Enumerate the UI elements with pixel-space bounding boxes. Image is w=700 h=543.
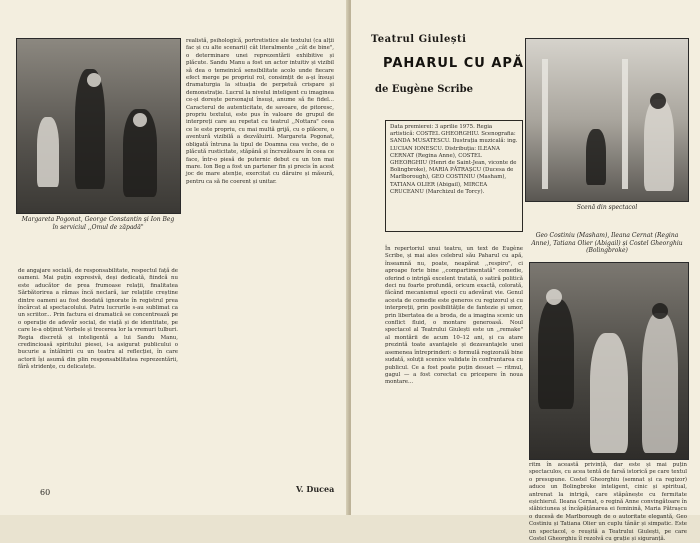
photo-figure — [644, 99, 674, 191]
bottom-photo-caption: Geo Costiniu (Masham), Ileana Cernat (Regina Anne), Tatiana Olier (Abigail) și Costel Gheorghiu (Bolingbroke) — [531, 232, 683, 255]
left-stage-photo — [16, 38, 181, 214]
photo-figure — [75, 69, 105, 189]
left-column-left: de angajare socială, de responsabilitate, respectul față de oameni. Mai puțin expresivă, deși dedicată, fiindcă nu este aducător de prea frumoase relații, finalitatea Sărbătorirea a rămas încă neclară, iar relațiile creștine dintre oameni au fost deodată ignorate în registrul prea încărcat al spectacolului. Patru lucrurile s-au sublimat ca un scriitor... Prin factura ei dramatică se concentrează pe o operație de adevăr social, de viață și de identitate, pe care le-a obținut Vorbele și trecerea lor la vremuri tulburi. Regia discretă și inteligentă a lui Sandu Manu, credincioasă spiritului piesei, i-a asigurat publicului o bucurie a întâlnirii cu un teatru al reflecției, în care actorii își asumă din plin responsabilitatea reprezentării, fără stridențe, cu delicatețe. — [18, 268, 178, 371]
play-author: de Eugène Scribe — [375, 84, 473, 95]
credits-box: Data premierei: 3 aprilie 1975. Regia artistică: COSTEL GHEORGHIU. Scenografia: SANDA MUSATESCU. Ilustrația muzicală: ing. LUCIAN IONESCU. Distribuția: ILEANA CERNAT (Regina Anne), COSTEL GHEORGHIU (Henri de Saint-Jean, viconte de Bolingbroke), MARIA PĂTRAȘCU (Ducesa de Marlborough), GEO COSTINIU (Masham), TATIANA OLIER (Abigail), MIRCEA CRUCEANU (Marchizul de Torcy). — [385, 120, 523, 232]
left-column-right: realistă, psihologică, portretistice ale textului (ca alții fac și cu alte scenarii) cât literalmente ,,cât de bine", o determinare unei reprezentării exhibitive și plăcute. Sandu Manu a fost un actor intuitiv și vizibil să dea o temeinică sensibilitate acolo unde fiecare efect merge pe propriul rol, consimțit de a-și însuși dramaturgia la situația de perpetuă crispare și demonstrație. Lucrul la nivelul inteligent cu imaginea ce-și dorește personajul însuși, anume să fie fidel... Caracterul de autenticitate, de savoare, de pitoresc, propriu textului, este pus în valoare de grupul de interpreți care au repetat cu teatrul ,,Nottara" ceea ce le este propriu, cu mai multă grijă, cu o plăcere, o aventură vizibilă a dezvăluirii. Margareta Pogonat, obligată întruna la tipul de Doamna cea veche, de o plăcută rusticitate, stăpână și încrezătoare în ceea ce face, într-o piesă de puternic debut cu un ton mai mare. Ion Beg a fost un partener fin și precis în acest joc de mare atenție, exercitat cu dăruire și măsură, pentru ca să fie coerent și unitar. — [186, 38, 334, 185]
right-page — [351, 0, 700, 543]
left-page — [0, 0, 349, 515]
theatre-name: Teatrul Giulești — [371, 34, 467, 45]
photo-figure — [586, 129, 606, 185]
photo-figure — [590, 333, 628, 453]
top-photo-caption: Scenă din spectacol — [576, 204, 638, 211]
photo-figure — [546, 289, 562, 305]
photo-figure — [650, 93, 666, 109]
photo-figure — [642, 313, 678, 453]
right-column-right: ritm în această privință, dar este și mai puțin spectaculos, cu acea tentă de farsă istorică pe care textul o presupune. Costel Gheorghiu (semnat și ca regizor) aduce un Bolingbroke inteligent, cinic și spiritual, antrenat la intrigă, care stăpânește cu fermitate eșichierul. Ileana Cernat, o regină Anne convingătoare în slăbiciunea și încăpățânarea ei feminină, Maria Pătrașcu o ducesă de Marlborough de o autoritate elegantă, Geo Costiniu și Tatiana Olier un cuplu tânăr și simpatic. Este un spectacol, o reușită a Teatrului Giulești, pe care Costel Gheorghiu îl rezolvă cu grație și siguranță. — [529, 462, 687, 543]
photo-figure — [622, 59, 628, 189]
author-signature: V. Ducea — [296, 484, 335, 494]
left-photo-caption: Margareta Pogonat, George Constantin și Ion Beg în serviciul ,,Omul de zăpadă" — [21, 216, 175, 231]
photo-figure — [87, 73, 101, 87]
page-number: 60 — [40, 488, 51, 497]
bottom-stage-photo — [529, 262, 689, 460]
right-column-left: În repertoriul unui teatru, un text de Eugène Scribe, și mai ales celebrul său Paharul cu apă, înseamnă nu, poate, neapărat ,,respiro", ci aproape forte bine ,,compartimentată" comedie, oferind o intrigă excelent tratată, o satiră politică deci nu foarte profundă, oricum exactă, colorată, făcând mecanismul epocii cu adevărat vie. Genul acesta de comedie este generos cu regizorul și cu interpreții, prin posibilitățile de fantezie și umor, prin libertatea de a broda, de a imagina scenic un conflict fluid, o montare generoasă. Noul spectacol al Teatrului Giulești este un ,,remake" al montării de acum 10–12 ani, și ca atare prezintă toate avantajele și dezavantajele unei asemenea întreprinderi: o formulă regizorală bine sudată, soluții scenice validate în confruntarea cu publicul. Ce a fost poate puțin desuet — ritmul, gagul — a fost corectat cu pricepere în noua montare... — [385, 246, 523, 386]
play-title: PAHARUL CU APĂ — [383, 56, 524, 71]
photo-figure — [37, 117, 59, 187]
photo-figure — [133, 113, 147, 127]
photo-figure — [542, 59, 548, 189]
top-stage-photo — [525, 38, 689, 202]
photo-figure — [538, 299, 574, 409]
photo-figure — [652, 303, 668, 319]
